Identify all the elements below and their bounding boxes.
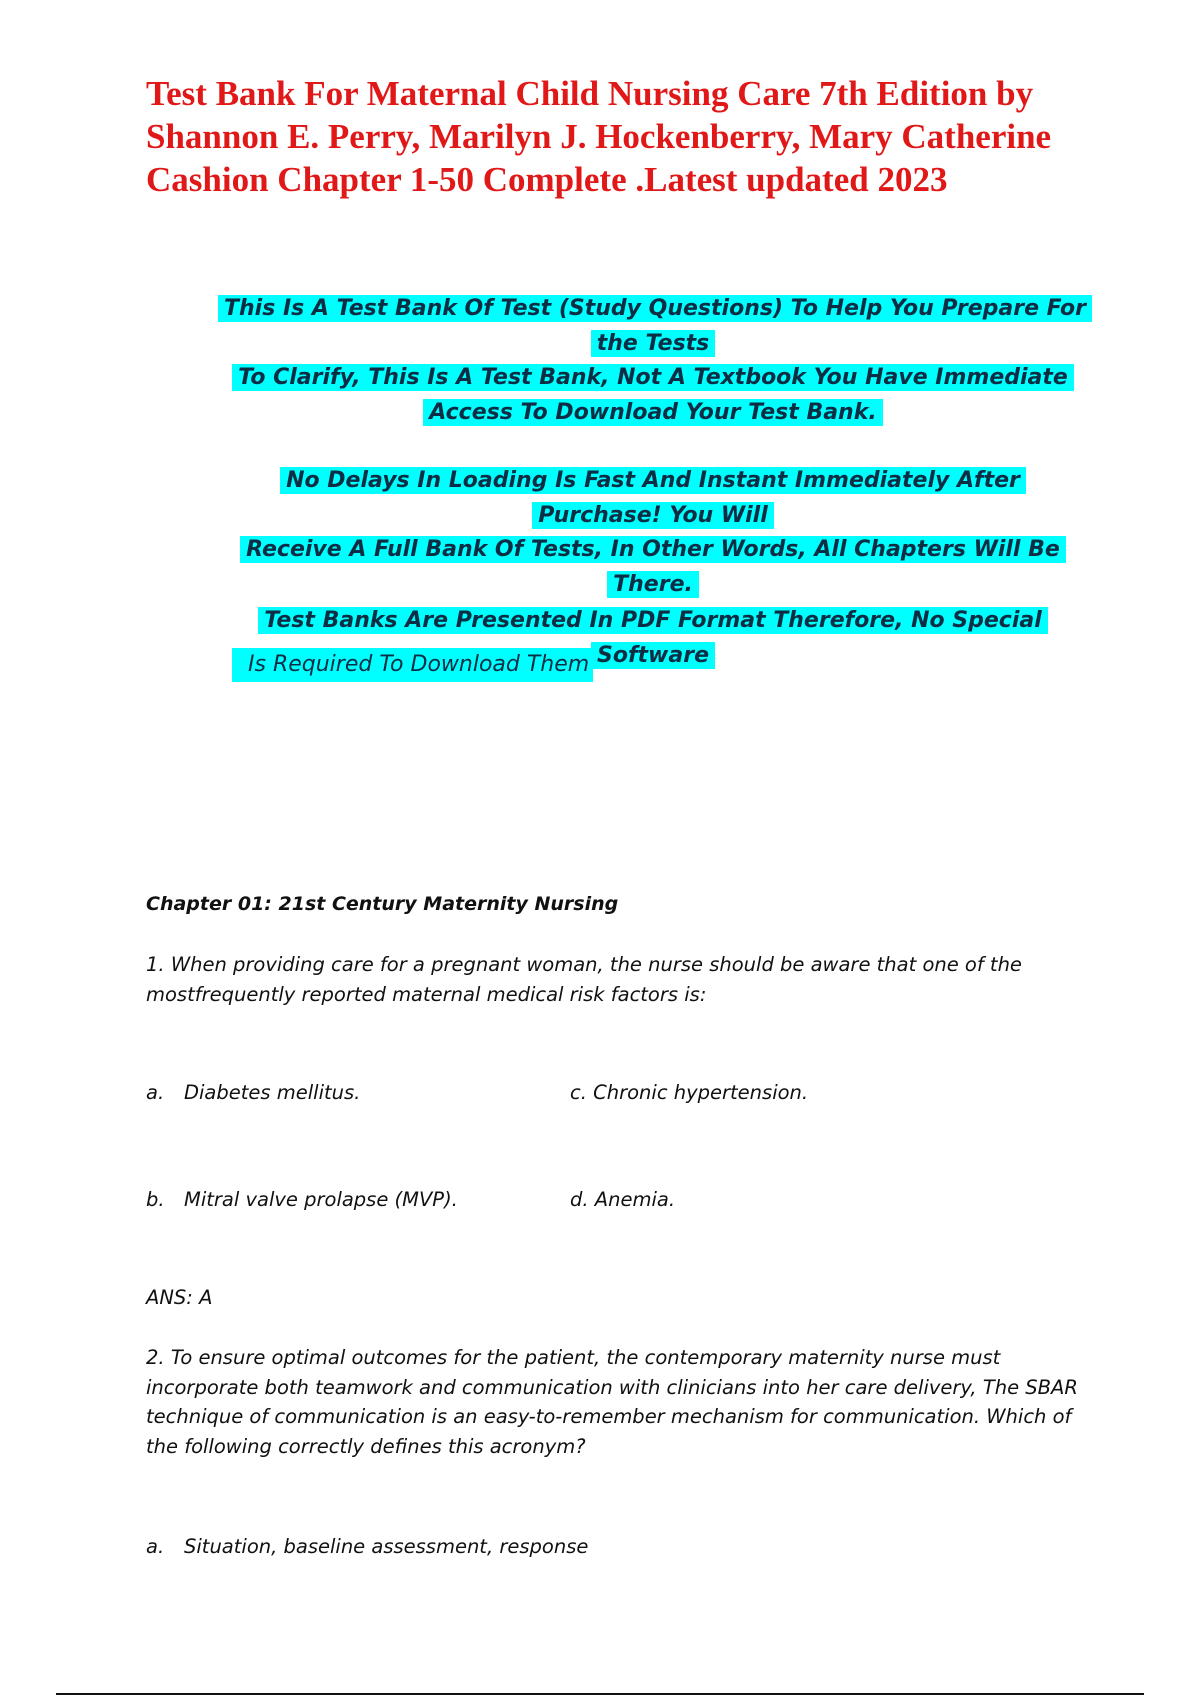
promo-line-clarify: To Clarify, This Is A Test Bank, Not A Textbook You Have Immediate Access To Download Your Test Bank. <box>232 364 1074 426</box>
option-letter: a. <box>146 1081 165 1104</box>
question-2-option-a <box>146 1535 588 1558</box>
promo-line-full-bank: Receive A Full Bank Of Tests, In Other Words, All Chapters Will Be There. <box>240 536 1066 598</box>
question-1-option-d <box>570 1188 675 1211</box>
question-text: When providing care for a pregnant woman, the nurse should be aware that one of the mostfrequently reported maternal medical risk factors is: <box>146 953 1022 1006</box>
chapter-heading: Chapter 01: 21st Century Maternity Nursing <box>146 893 619 915</box>
option-text: Diabetes mellitus. <box>184 1081 361 1104</box>
option-text: Chronic hypertension. <box>593 1081 809 1104</box>
question-number: 2. <box>146 1346 165 1369</box>
question-1-option-a <box>146 1081 360 1104</box>
question-1-answer: ANS: A <box>146 1286 213 1309</box>
question-text: To ensure optimal outcomes for the patient, the contemporary maternity nurse must incorporate both teamwork and communication with clinicians into her care delivery, The SBAR technique of communication is an easy-to-remember mechanism for communication. Which of the following correctly defines this acronym? <box>146 1346 1078 1458</box>
page-bottom-rule <box>56 1693 1144 1695</box>
question-2 <box>146 1343 1106 1461</box>
question-1-option-c <box>570 1081 808 1104</box>
option-text: Anemia. <box>594 1188 676 1211</box>
promo-block-no-delays <box>218 464 1088 602</box>
option-letter: c. <box>570 1081 587 1104</box>
option-text: Situation, baseline assessment, response <box>184 1535 589 1558</box>
promo-block-study-questions <box>218 292 1088 430</box>
promo-line-no-delays: No Delays In Loading Is Fast And Instant Immediately After Purchase! You Will <box>280 467 1026 529</box>
promo-line-pdf-format: Test Banks Are Presented In PDF Format Therefore, No Special Software <box>258 607 1048 669</box>
option-letter: b. <box>146 1188 165 1211</box>
question-1 <box>146 950 1086 1009</box>
promo-line-no-software: Is Required To Download Them <box>232 648 593 682</box>
question-number: 1. <box>146 953 165 976</box>
question-1-option-b <box>146 1188 458 1211</box>
option-letter: a. <box>146 1535 165 1558</box>
page-title: Test Bank For Maternal Child Nursing Care 7th Edition by Shannon E. Perry, Marilyn J. Hockenberry, Mary Catherine Cashion Chapter 1-50 Complete .Latest updated 2023 <box>146 74 1052 199</box>
option-text: Mitral valve prolapse (MVP). <box>184 1188 458 1211</box>
option-letter: d. <box>570 1188 589 1211</box>
promo-line-test-bank-intro: This Is A Test Bank Of Test (Study Questions) To Help You Prepare For the Tests <box>218 295 1092 357</box>
